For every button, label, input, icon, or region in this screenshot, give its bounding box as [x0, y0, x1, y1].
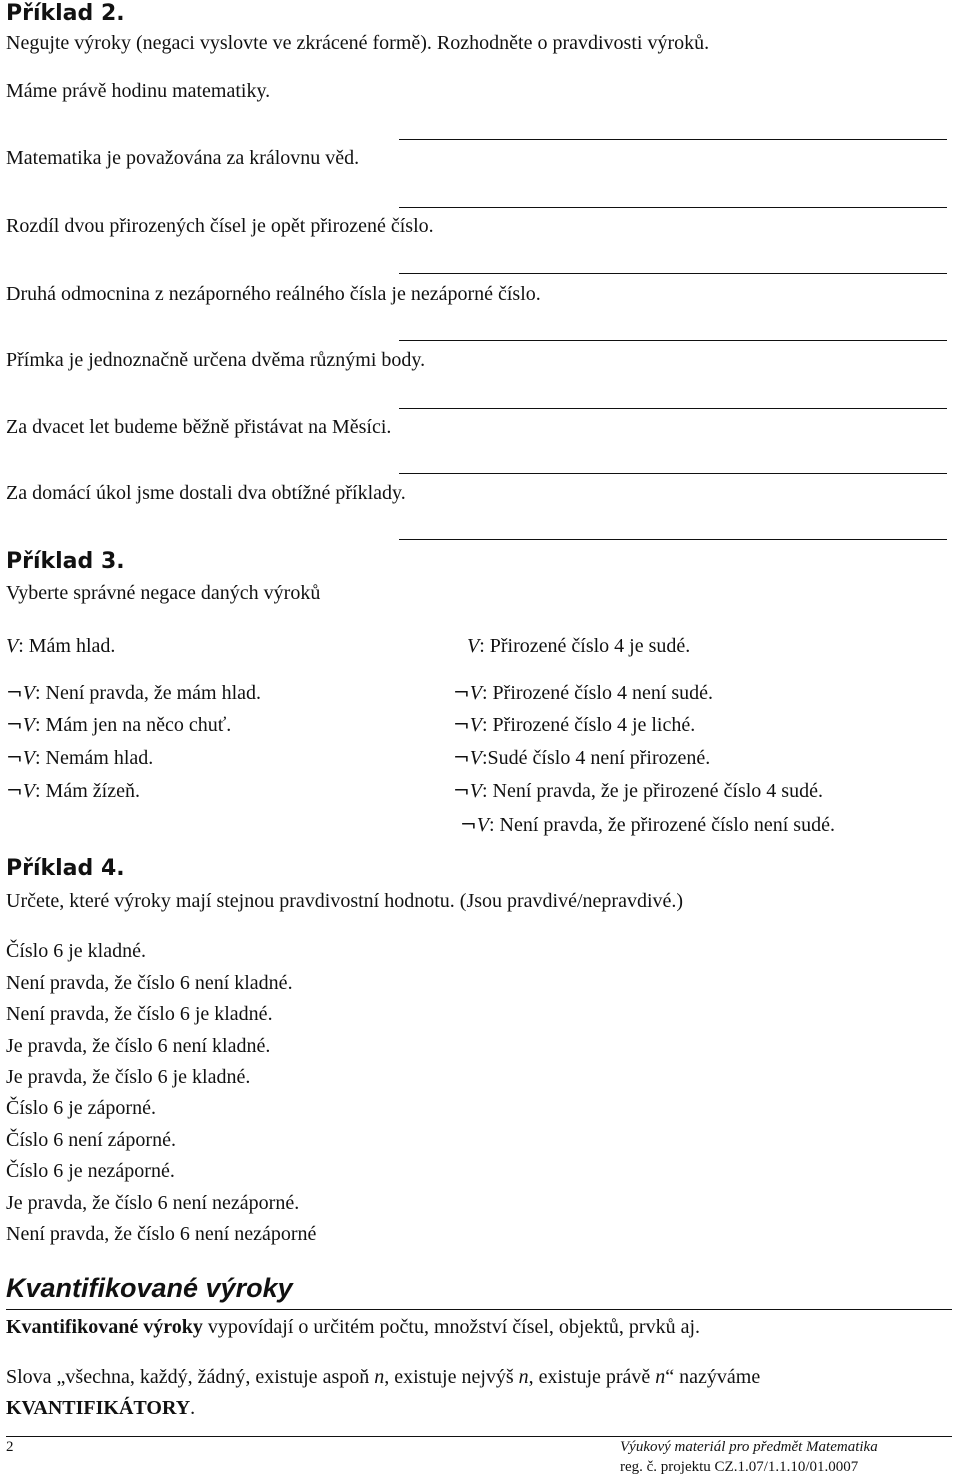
ex2-statement: Přímka je jednoznačně určena dvěma různými body. [6, 349, 426, 371]
ex2-statement: Rozdíl dvou přirozených čísel je opět přirozené číslo. [6, 215, 434, 237]
footer-divider [6, 1436, 952, 1437]
answer-line[interactable] [399, 539, 947, 540]
ex3-left-option[interactable]: ¬V: Není pravda, že mám hlad. [6, 680, 262, 704]
ex2-statement: Máme právě hodinu matematiky. [6, 80, 271, 102]
footer-material: Výukový materiál pro předmět Matematika [620, 1439, 878, 1455]
ex4-statement: Není pravda, že číslo 6 je kladné. [6, 1003, 273, 1025]
ex3-left-option[interactable]: ¬V: Nemám hlad. [6, 745, 154, 769]
section-divider [6, 1309, 952, 1310]
negation-symbol: ¬ [453, 680, 470, 704]
page-number: 2 [6, 1439, 14, 1455]
ex3-right-option[interactable]: ¬V: Není pravda, že přirozené číslo není sudé. [460, 812, 835, 836]
ex3-title: Příklad 3. [6, 549, 125, 574]
ex4-statement: Není pravda, že číslo 6 není nezáporné [6, 1223, 317, 1245]
ex3-right-option[interactable]: ¬V: Přirozené číslo 4 je liché. [453, 712, 696, 736]
negation-symbol: ¬ [6, 778, 23, 802]
quant-words: Slova „všechna, každý, žádný, existuje aspoň n, existuje nejvýš n, existuje právě n“ nazýváme [6, 1366, 761, 1388]
negation-symbol: ¬ [453, 712, 470, 736]
ex4-statement: Číslo 6 je nezáporné. [6, 1160, 175, 1182]
answer-line[interactable] [399, 408, 947, 409]
negation-symbol: ¬ [6, 712, 23, 736]
quant-definition: Kvantifikované výroky vypovídají o určitém počtu, množství čísel, objektů, prvků aj. [6, 1316, 701, 1338]
ex4-statement: Není pravda, že číslo 6 není kladné. [6, 972, 293, 994]
ex4-statement: Je pravda, že číslo 6 není nezáporné. [6, 1192, 300, 1214]
answer-line[interactable] [399, 340, 947, 341]
answer-line[interactable] [399, 273, 947, 274]
ex2-instruction: Negujte výroky (negaci vyslovte ve zkrácené formě). Rozhodněte o pravdivosti výroků. [6, 32, 710, 54]
ex4-statement: Číslo 6 není záporné. [6, 1129, 176, 1151]
ex3-left-option[interactable]: ¬V: Mám žízeň. [6, 778, 140, 802]
section-heading: Kvantifikované výroky [6, 1273, 293, 1303]
ex3-instruction: Vyberte správné negace daných výroků [6, 582, 321, 604]
var-v: V [6, 635, 19, 657]
ex2-statement: Za dvacet let budeme běžně přistávat na Měsíci. [6, 416, 392, 438]
answer-line[interactable] [399, 139, 947, 140]
ex3-left-option[interactable]: ¬V: Mám jen na něco chuť. [6, 712, 232, 736]
negation-symbol: ¬ [6, 745, 23, 769]
answer-line[interactable] [399, 207, 947, 208]
var-v: V [467, 635, 480, 657]
ex4-statement: Je pravda, že číslo 6 není kladné. [6, 1035, 271, 1057]
ex4-statement: Je pravda, že číslo 6 je kladné. [6, 1066, 251, 1088]
footer-reg: reg. č. projektu CZ.1.07/1.1.10/01.0007 [620, 1459, 859, 1475]
ex4-statement: Číslo 6 je záporné. [6, 1097, 156, 1119]
ex3-right-option[interactable]: ¬V: Přirozené číslo 4 není sudé. [453, 680, 714, 704]
answer-line[interactable] [399, 473, 947, 474]
ex3-right-statement: V: Přirozené číslo 4 je sudé. [467, 635, 691, 657]
ex3-right-option[interactable]: ¬V: Není pravda, že je přirozené číslo 4 sudé. [453, 778, 823, 802]
negation-symbol: ¬ [460, 812, 477, 836]
ex3-left-statement: V: Mám hlad. [6, 635, 116, 657]
ex2-statement: Druhá odmocnina z nezáporného reálného čísla je nezáporné číslo. [6, 283, 541, 305]
ex4-statement: Číslo 6 je kladné. [6, 940, 146, 962]
ex3-right-option[interactable]: ¬V:Sudé číslo 4 není přirozené. [453, 745, 711, 769]
ex2-statement: Za domácí úkol jsme dostali dva obtížné příklady. [6, 482, 406, 504]
ex2-title: Příklad 2. [6, 1, 125, 26]
negation-symbol: ¬ [6, 680, 23, 704]
ex2-statement: Matematika je považována za královnu věd. [6, 147, 360, 169]
negation-symbol: ¬ [453, 778, 470, 802]
negation-symbol: ¬ [453, 745, 470, 769]
ex4-instruction: Určete, které výroky mají stejnou pravdivostní hodnotu. (Jsou pravdivé/nepravdivé.) [6, 890, 684, 912]
ex4-title: Příklad 4. [6, 856, 125, 881]
quant-term: KVANTIFIKÁTORY. [6, 1397, 196, 1419]
